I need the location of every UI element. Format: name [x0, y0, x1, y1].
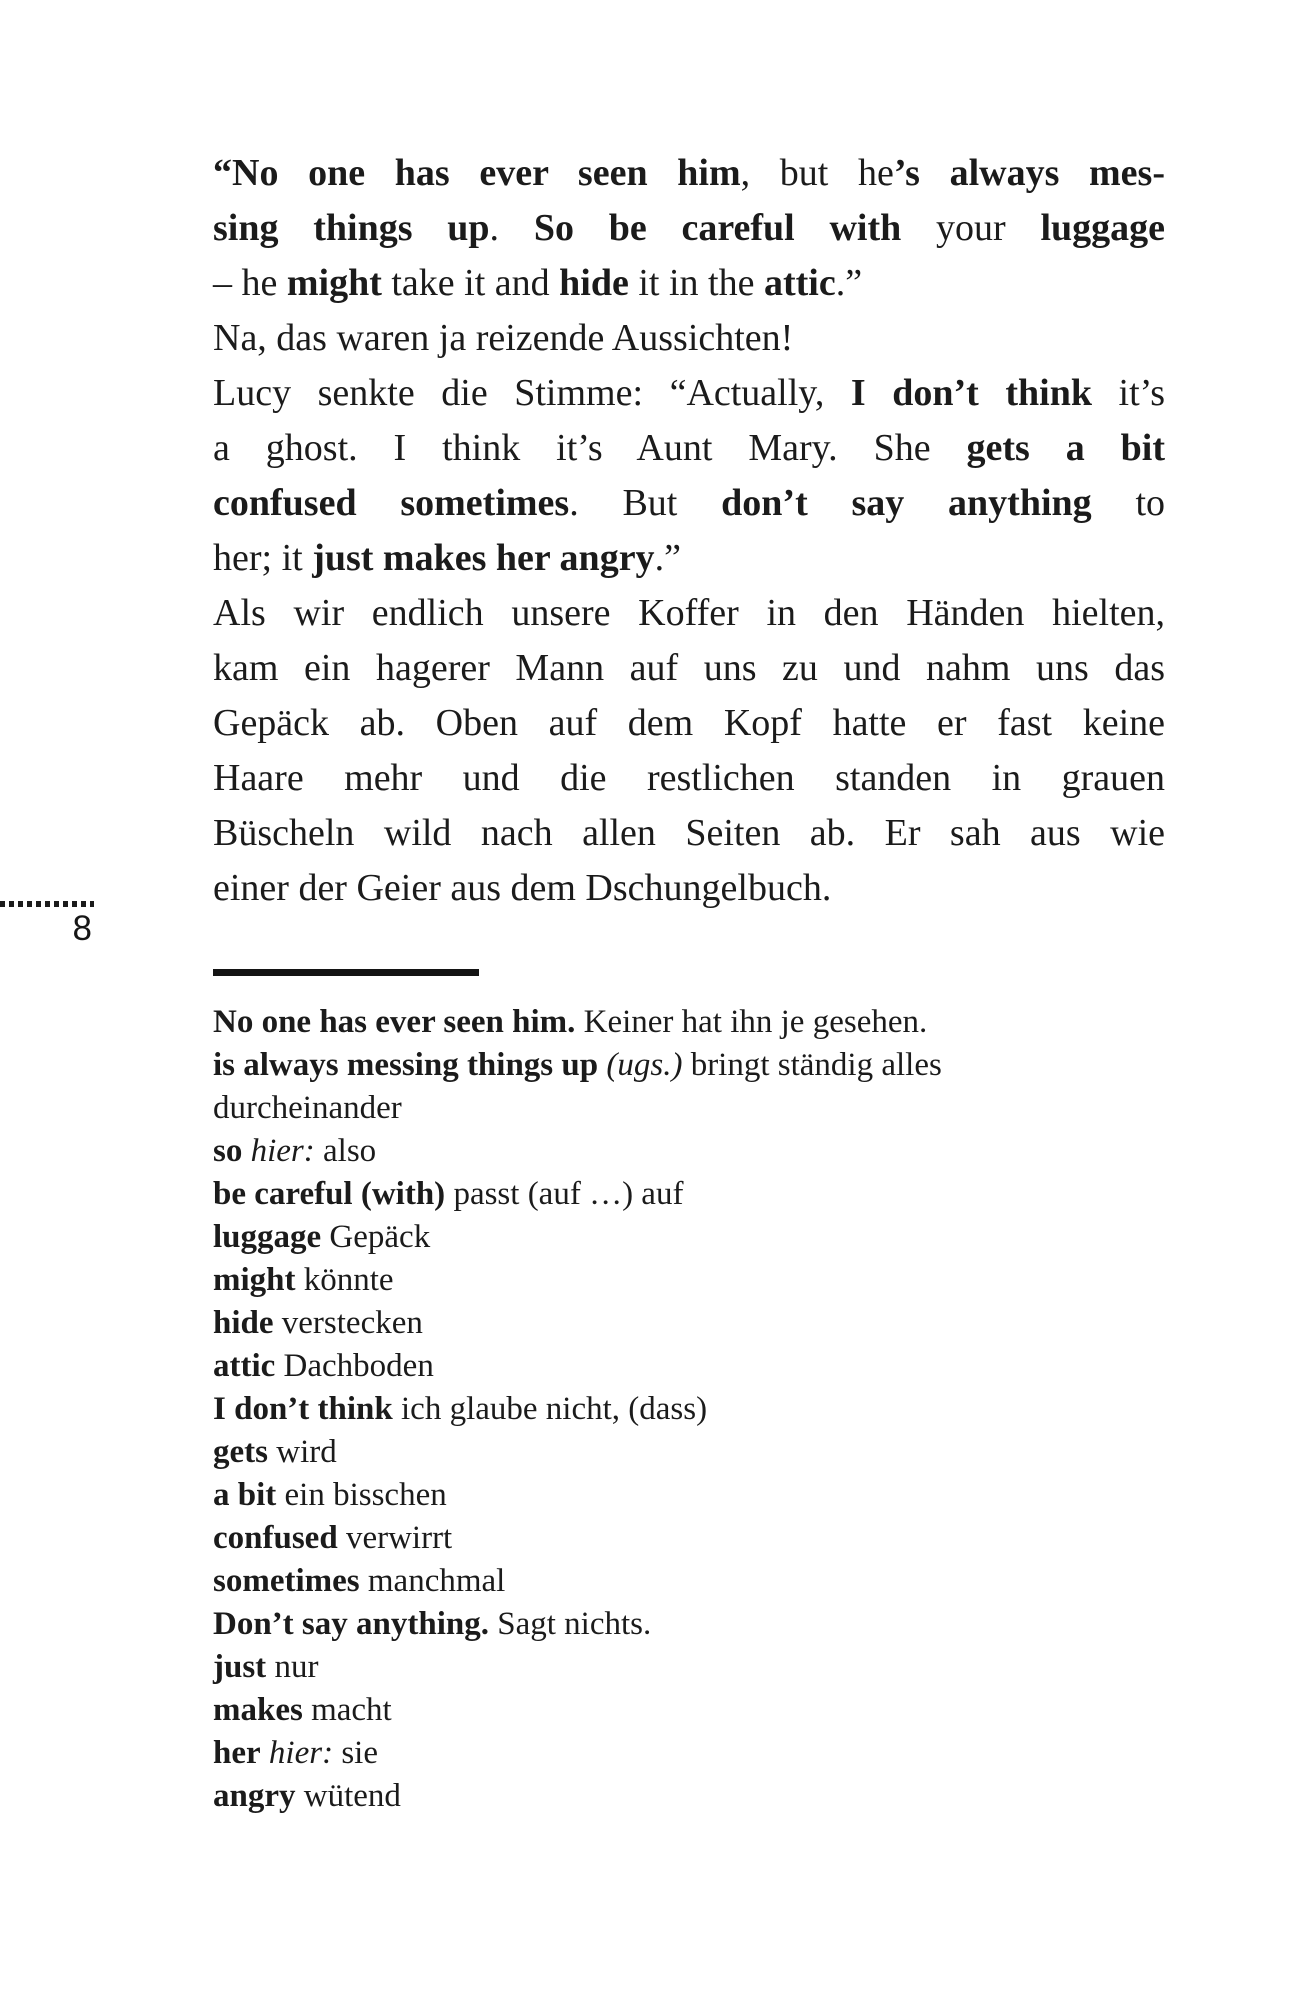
plain-text: sie [333, 1735, 378, 1771]
bold-term: hide [559, 262, 629, 304]
bold-term: sometimes [213, 1563, 360, 1599]
plain-text: ein bisschen [276, 1477, 447, 1513]
bold-term: just [213, 1649, 267, 1685]
plain-text: .” [654, 537, 681, 579]
plain-text: also [314, 1133, 377, 1169]
plain-text: passt (auf …) auf [445, 1176, 684, 1212]
bold-term: attic [213, 1348, 276, 1384]
bold-term: be careful (with) [213, 1176, 446, 1212]
plain-text: Als wir endlich unsere Koffer in den Händen hielten, [213, 592, 1165, 634]
plain-text: .” [835, 262, 863, 304]
plain-text: Gepäck [321, 1219, 431, 1255]
bold-term: “No one has ever seen him [213, 152, 741, 194]
bold-term: ’s always mes- [893, 152, 1165, 194]
story-line [213, 256, 1165, 311]
story-line [213, 696, 1165, 751]
plain-text: kam ein hagerer Mann auf uns zu und nahm uns das [213, 647, 1165, 689]
plain-text: – he [213, 262, 287, 304]
vocab-entry [213, 1345, 1193, 1388]
plain-text: . [489, 207, 534, 249]
bold-term: a bit [213, 1477, 277, 1513]
vocab-entry [213, 1560, 1193, 1603]
plain-text: verwirrt [337, 1520, 453, 1556]
plain-text: Sagt nichts. [488, 1606, 652, 1642]
vocab-entry [213, 1603, 1193, 1646]
bold-term: No one has ever seen him. [213, 1004, 576, 1040]
bold-term: is always messing things up [213, 1047, 599, 1083]
page-number-marker [0, 901, 94, 946]
plain-text: Lucy senkte die Stimme: “Actually, [213, 372, 851, 414]
story-line [213, 641, 1165, 696]
bold-term: might [213, 1262, 296, 1298]
bold-term: I don’t think [213, 1391, 393, 1427]
vocab-entry [213, 1259, 1193, 1302]
plain-text: Haare mehr und die restlichen standen in grauen [213, 757, 1165, 799]
plain-text: . But [569, 482, 722, 524]
bold-term: angry [213, 1778, 296, 1814]
story-line [213, 146, 1165, 201]
bold-term: makes [213, 1692, 303, 1728]
plain-text: ich glaube nicht, (dass) [392, 1391, 708, 1427]
bold-term: luggage [213, 1219, 322, 1255]
bold-term: confused sometimes [213, 482, 570, 524]
bold-term: gets [213, 1434, 268, 1470]
plain-text: Büscheln wild nach allen Seiten ab. Er sah aus wie [213, 812, 1165, 854]
plain-text: Keiner hat ihn je gesehen. [575, 1004, 928, 1040]
vocab-entry [213, 1173, 1193, 1216]
plain-text: nur [266, 1649, 319, 1685]
plain-text: take it and [381, 262, 560, 304]
bold-term: gets a bit [966, 427, 1166, 469]
bold-term: might [286, 262, 382, 304]
story-line [213, 311, 1165, 366]
story-line [213, 586, 1165, 641]
bold-term: attic [763, 262, 836, 304]
plain-text: Na, das waren ja reizende Aussichten! [213, 317, 794, 359]
vocab-entry [213, 1087, 1193, 1130]
plain-text: Gepäck ab. Oben auf dem Kopf hatte er fast keine [213, 702, 1165, 744]
vocab-list [213, 1001, 1193, 1818]
story-line [213, 806, 1165, 861]
bold-term: So be careful with [533, 207, 902, 249]
vocab-entry [213, 1431, 1193, 1474]
vocab-entry [213, 1474, 1193, 1517]
vocab-entry [213, 1732, 1193, 1775]
page-number: 8 [72, 909, 92, 948]
bold-term: confused [213, 1520, 338, 1556]
story-text-block [213, 146, 1165, 916]
story-line [213, 421, 1165, 476]
plain-text: Dachboden [275, 1348, 434, 1384]
story-line [213, 476, 1165, 531]
plain-text: wütend [295, 1778, 401, 1814]
vocab-entry [213, 1775, 1193, 1818]
bold-term: sing things up [213, 207, 490, 249]
italic-note: hier: [242, 1133, 315, 1169]
plain-text: bringt ständig alles [682, 1047, 942, 1083]
vocab-entry [213, 1689, 1193, 1732]
bold-term: hide [213, 1305, 274, 1341]
story-line [213, 366, 1165, 421]
vocab-entry [213, 1001, 1193, 1044]
vocab-entry [213, 1216, 1193, 1259]
plain-text: your [901, 207, 1041, 249]
story-line [213, 531, 1165, 586]
plain-text: durcheinander [213, 1090, 402, 1126]
bold-term: don’t say anything [721, 482, 1092, 524]
plain-text: manchmal [359, 1563, 506, 1599]
bold-term: luggage [1040, 207, 1166, 249]
vocab-entry [213, 1646, 1193, 1689]
plain-text: it in the [628, 262, 764, 304]
bold-term: Don’t say anything. [213, 1606, 489, 1642]
italic-note: hier: [260, 1735, 334, 1771]
plain-text: könnte [295, 1262, 394, 1298]
italic-note: (ugs.) [598, 1047, 683, 1083]
plain-text: her; it [213, 537, 313, 579]
story-line [213, 201, 1165, 256]
plain-text: it’s [1091, 372, 1165, 414]
plain-text: macht [302, 1692, 392, 1728]
plain-text: einer der Geier aus dem Dschungelbuch. [213, 867, 832, 909]
vocab-entry [213, 1302, 1193, 1345]
vocab-entry [213, 1130, 1193, 1173]
bold-term: so [213, 1133, 243, 1169]
story-line [213, 751, 1165, 806]
plain-text: to [1091, 482, 1166, 524]
plain-text: , but he [740, 152, 894, 194]
vocab-divider-rule [213, 969, 479, 976]
vocab-entry [213, 1517, 1193, 1560]
bold-term: I don’t think [850, 372, 1092, 414]
plain-text: verstecken [273, 1305, 423, 1341]
vocab-entry [213, 1388, 1193, 1431]
bold-term: her [213, 1735, 261, 1771]
vocab-entry [213, 1044, 1193, 1087]
bold-term: just makes her angry [312, 537, 655, 579]
plain-text: a ghost. I think it’s Aunt Mary. She [213, 427, 967, 469]
story-line [213, 861, 1165, 916]
plain-text: wird [267, 1434, 337, 1470]
dotted-rule [0, 901, 94, 907]
